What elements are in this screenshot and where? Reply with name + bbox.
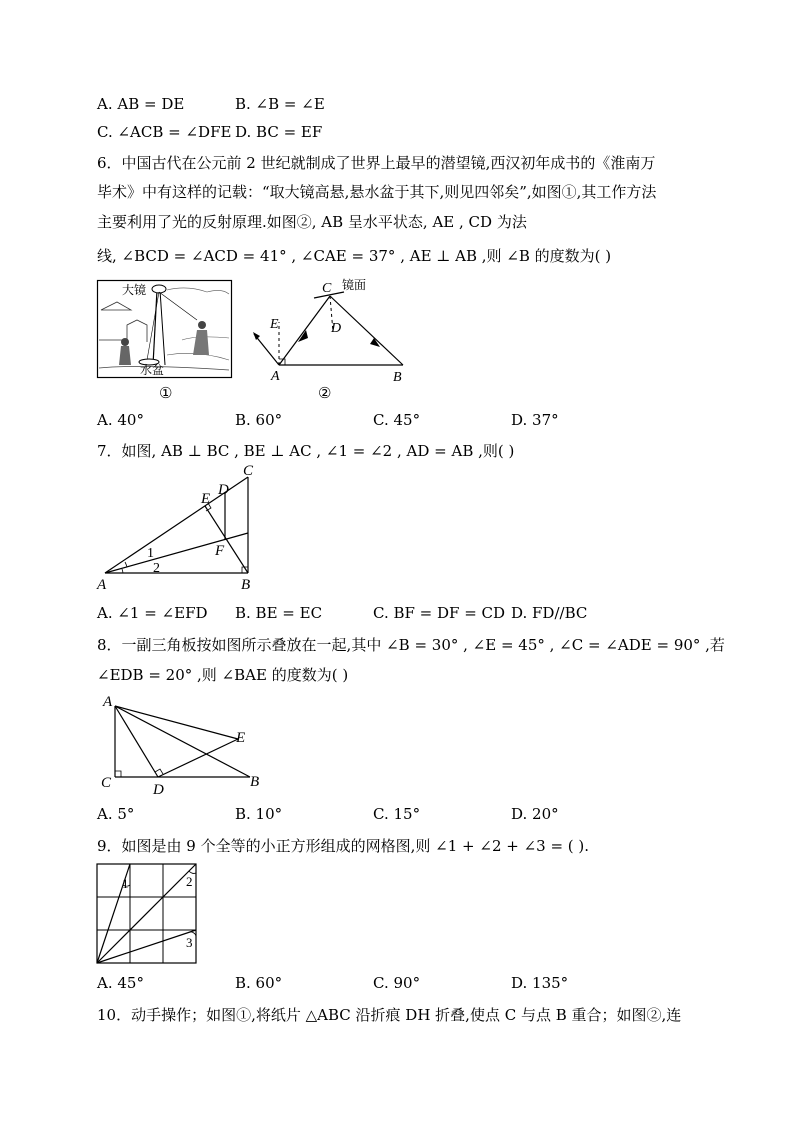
q5-option-c: C. ∠ACB = ∠DFE (97, 123, 232, 141)
q6-stem-line1: 6．中国古代在公元前 2 世纪就制成了世界上最早的潜望镜,西汉初年成书的《淮南万 (97, 154, 656, 172)
q6-fig2-label-mirror: 镜面 (342, 278, 367, 292)
q8-label-d: D (153, 782, 164, 798)
q8-label-c: C (101, 775, 112, 791)
q6-stem-line3: 主要利用了光的反射原理.如图②, AB 呈水平状态, AE , CD 为法 (97, 213, 527, 231)
q6-fig2-label-e: E (270, 317, 279, 332)
q9-option-d: D. 135° (511, 974, 569, 992)
q7-label-e: E (201, 491, 211, 507)
q8-label-e: E (236, 730, 246, 746)
q8-option-c: C. 15° (373, 805, 421, 823)
q9-label-angle2: 2 (186, 874, 193, 889)
q10-stem-line1: 10．动手操作；如图①,将纸片 △ABC 沿折痕 DH 折叠,使点 C 与点 B 重合；如图②,连 (97, 1006, 682, 1024)
q6-fig1-caption: ① (159, 384, 173, 402)
q7-label-a: A (97, 577, 107, 593)
q6-stem-line4: 线, ∠BCD = ∠ACD = 41° , ∠CAE = 37° , AE ⊥ AB ,则 ∠B 的度数为( ) (97, 247, 612, 265)
q7-option-a: A. ∠1 = ∠EFD (97, 604, 208, 622)
q6-fig2-label-c: C (322, 281, 332, 296)
q5-option-d: D. BC = EF (235, 123, 323, 141)
q7-figure (95, 465, 265, 595)
q6-fig1-basin-label: 水盆 (140, 363, 165, 377)
q7-option-c: C. BF = DF = CD (373, 604, 506, 622)
q9-option-b: B. 60° (235, 974, 283, 992)
q9-label-angle1: 1 (122, 876, 129, 891)
q5-option-b: B. ∠B = ∠E (235, 95, 325, 113)
q6-fig2-label-a: A (271, 369, 280, 384)
q6-option-b: B. 60° (235, 411, 283, 429)
q7-label-angle1: 1 (147, 546, 154, 561)
q7-option-d: D. FD//BC (511, 604, 588, 622)
q6-stem-line2: 毕术》中有这样的记载：“取大镜高悬,悬水盆于其下,则见四邻矣”,如图①,其工作方法 (97, 183, 657, 201)
q7-label-c: C (243, 463, 254, 479)
q6-option-d: D. 37° (511, 411, 559, 429)
q6-figure-2 (248, 276, 428, 386)
q6-option-c: C. 45° (373, 411, 421, 429)
q7-option-b: B. BE = EC (235, 604, 323, 622)
q9-stem: 9．如图是由 9 个全等的小正方形组成的网格图,则 ∠1 + ∠2 + ∠3 = ( ). (97, 837, 590, 855)
q7-label-d: D (218, 482, 229, 498)
q8-figure (95, 694, 270, 799)
q8-stem-line1: 8．一副三角板按如图所示叠放在一起,其中 ∠B = 30° , ∠E = 45° , ∠C = ∠ADE = 90° ,若 (97, 636, 725, 654)
q8-label-a: A (103, 694, 113, 710)
q6-figure-1 (97, 280, 232, 380)
q8-option-d: D. 20° (511, 805, 559, 823)
q7-label-b: B (241, 577, 251, 593)
q7-label-f: F (215, 543, 225, 559)
q6-fig2-label-b: B (393, 370, 402, 385)
q7-label-angle2: 2 (153, 561, 160, 576)
q8-option-a: A. 5° (97, 805, 135, 823)
q8-stem-line2: ∠EDB = 20° ,则 ∠BAE 的度数为( ) (97, 666, 349, 684)
q7-stem: 7．如图, AB ⊥ BC , BE ⊥ AC , ∠1 = ∠2 , AD = AB ,则( ) (97, 442, 515, 460)
q6-fig1-mirror-label: 大镜 (122, 283, 147, 297)
q9-option-c: C. 90° (373, 974, 421, 992)
q8-label-b: B (250, 774, 260, 790)
q9-label-angle3: 3 (186, 935, 193, 950)
q5-option-a: A. AB = DE (97, 95, 185, 113)
q6-fig2-label-d: D (331, 321, 342, 336)
q6-fig2-caption: ② (318, 384, 332, 402)
q8-option-b: B. 10° (235, 805, 283, 823)
q9-figure (96, 863, 200, 967)
q6-option-a: A. 40° (97, 411, 144, 429)
q9-option-a: A. 45° (97, 974, 144, 992)
